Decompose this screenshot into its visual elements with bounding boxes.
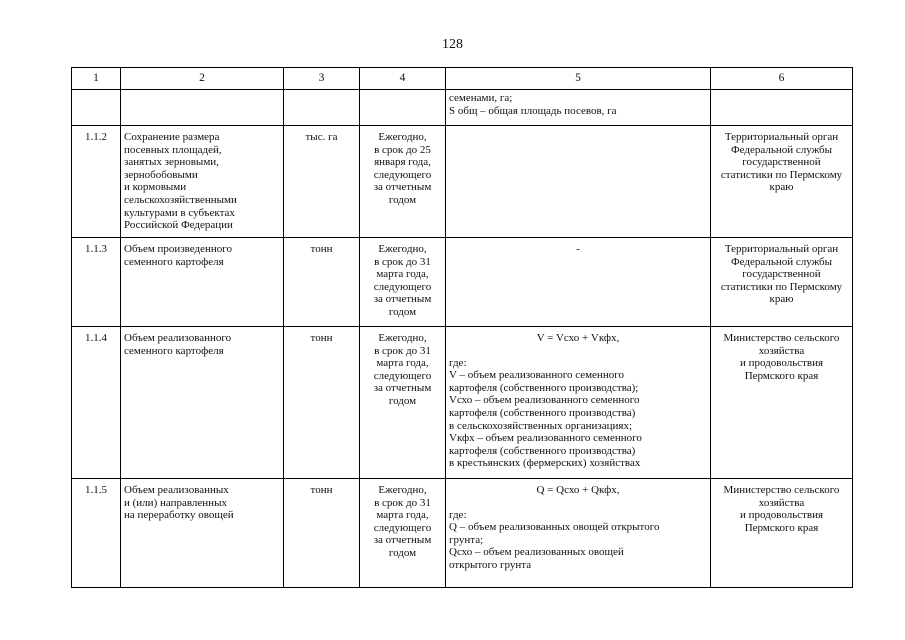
formula-body: где: Q – объем реализованных овощей открытого грунта; Qсхо – объем реализованных овощей открытого грунта bbox=[449, 508, 660, 571]
cell-num: 1.1.5 bbox=[72, 479, 121, 588]
formula-body: где: V – объем реализованного семенного картофеля (собственного производства); Vсхо – объем реализованного семенного картофеля (собственного производства) в сельскохозяйственных организациях; Vкфх – объем реализованного семенного картофеля (собственного производства) в крестьянских (фермерских) хозяйствах bbox=[449, 356, 642, 470]
cell-unit bbox=[284, 90, 360, 126]
table-header-row bbox=[72, 68, 853, 90]
cell-org: Министерство сельского хозяйства и продовольствия Пермского края bbox=[711, 479, 853, 588]
cell-formula: семенами, га; S общ – общая площадь посевов, га bbox=[446, 90, 711, 126]
table-row bbox=[72, 327, 853, 479]
cell-formula bbox=[446, 479, 711, 588]
column-header: 1 bbox=[72, 68, 121, 90]
page-number: 128 bbox=[442, 37, 463, 52]
cell-org: Министерство сельского хозяйства и продовольствия Пермского края bbox=[711, 327, 853, 479]
cell-unit: тыс. га bbox=[284, 126, 360, 238]
formula-head: - bbox=[576, 243, 580, 255]
table-row-continuation bbox=[72, 90, 853, 126]
column-header: 2 bbox=[121, 68, 284, 90]
cell-term: Ежегодно, в срок до 25 января года, следующего за отчетным годом bbox=[360, 126, 446, 238]
cell-num: 1.1.4 bbox=[72, 327, 121, 479]
cell-term: Ежегодно, в срок до 31 марта года, следующего за отчетным годом bbox=[360, 327, 446, 479]
cell-unit: тонн bbox=[284, 327, 360, 479]
cell-name bbox=[121, 90, 284, 126]
cell-name: Объем реализованного семенного картофеля bbox=[121, 327, 284, 479]
cell-name: Объем произведенного семенного картофеля bbox=[121, 238, 284, 327]
indicator-table bbox=[71, 67, 853, 588]
cell-num bbox=[72, 90, 121, 126]
cell-term: Ежегодно, в срок до 31 марта года, следующего за отчетным годом bbox=[360, 238, 446, 327]
column-header: 3 bbox=[284, 68, 360, 90]
cell-formula bbox=[446, 327, 711, 479]
cell-num: 1.1.2 bbox=[72, 126, 121, 238]
column-header: 4 bbox=[360, 68, 446, 90]
cell-term: Ежегодно, в срок до 31 марта года, следующего за отчетным годом bbox=[360, 479, 446, 588]
cell-unit: тонн bbox=[284, 479, 360, 588]
formula-head: V = Vсхо + Vкфх, bbox=[536, 332, 620, 344]
cell-name: Объем реализованных и (или) направленных на переработку овощей bbox=[121, 479, 284, 588]
column-header: 5 bbox=[446, 68, 711, 90]
cell-org bbox=[711, 90, 853, 126]
cell-name: Сохранение размера посевных площадей, занятых зерновыми, зернобобовыми и кормовыми сельскохозяйственными культурами в субъектах Российской Федерации bbox=[121, 126, 284, 238]
cell-num: 1.1.3 bbox=[72, 238, 121, 327]
column-header: 6 bbox=[711, 68, 853, 90]
cell-formula bbox=[446, 126, 711, 238]
table-row bbox=[72, 238, 853, 327]
cell-org: Территориальный орган Федеральной службы государственной статистики по Пермскому краю bbox=[711, 238, 853, 327]
table-row bbox=[72, 479, 853, 588]
cell-org: Территориальный орган Федеральной службы государственной статистики по Пермскому краю bbox=[711, 126, 853, 238]
table-row bbox=[72, 126, 853, 238]
formula-head: Q = Qсхо + Qкфх, bbox=[536, 484, 620, 496]
cell-unit: тонн bbox=[284, 238, 360, 327]
cell-formula bbox=[446, 238, 711, 327]
cell-term bbox=[360, 90, 446, 126]
